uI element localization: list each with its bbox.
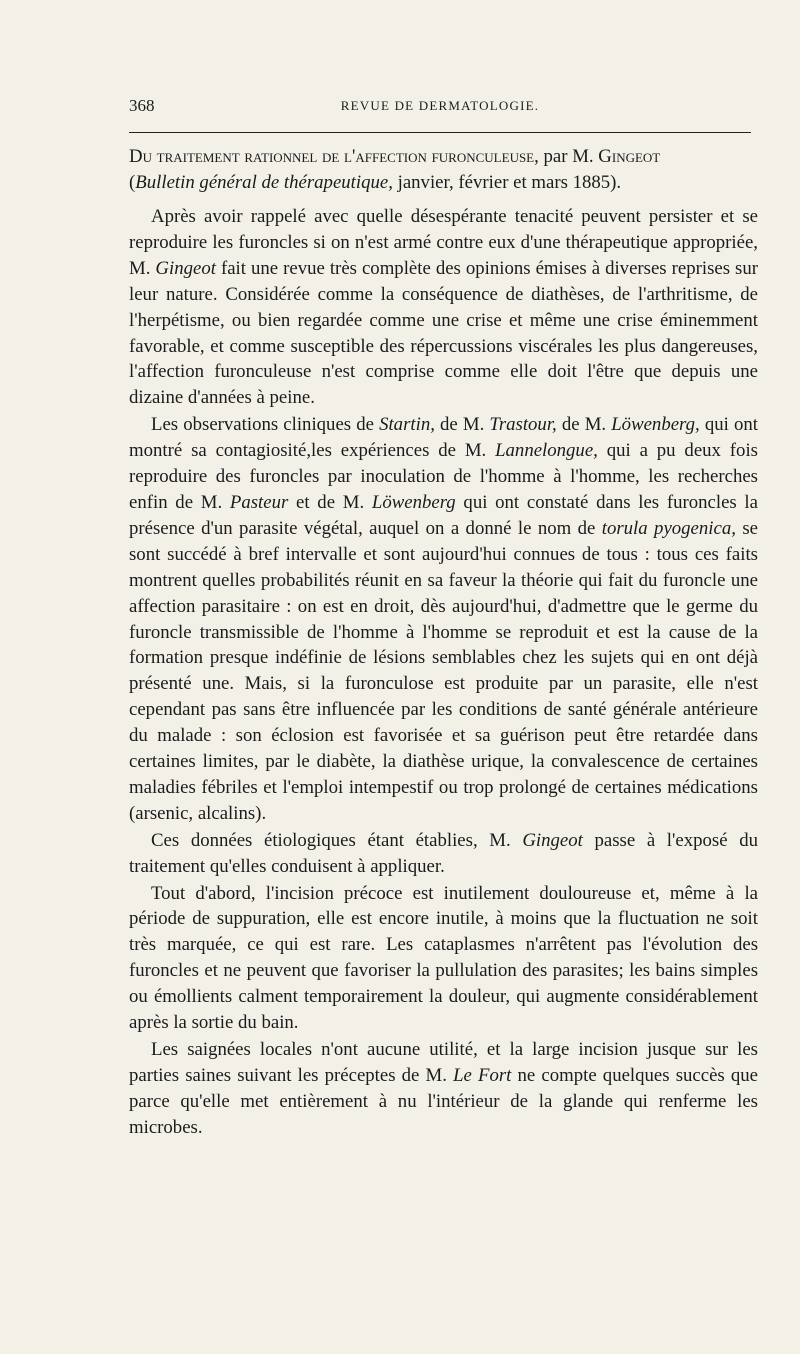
person-name: Startin,: [379, 414, 435, 436]
title-author: Gingeot: [598, 146, 661, 167]
paragraph-2: [129, 412, 758, 827]
paragraph-1: [129, 204, 758, 411]
running-head: REVUE DE DERMATOLOGIE.: [340, 98, 540, 113]
page-number: 368: [129, 96, 155, 115]
text-span: ne compte quelques succès que parce qu'elle met entièrement à nu l'intérieur de la glande qui renferme les microbes.: [129, 1064, 758, 1138]
person-name: Gingeot: [155, 257, 216, 279]
text-span: Les observations cliniques de: [151, 414, 380, 436]
text-span: qui a pu deux fois reproduire des furoncles par inoculation de l'homme à l'homme, les recherches enfin de M.: [129, 440, 758, 513]
page-header: [129, 92, 751, 120]
title-source: Bulletin général de thérapeutique,: [135, 172, 393, 193]
text-span: se sont succédé à bref intervalle et sont aujourd'hui connues de tous : tous ces faits montrent quelles probabilités réunit en sa faveur la théorie qui fait du furoncle une affection parasitaire : on est en droit, dès aujourd'hui, d'admettre que le germe du furoncle transmissible de l'homme à l'homme se reproduit et est la cause de la formation presque indéfinie de lésions semblables chez les sujets qui en ont déjà présenté une. Mais, si la furonculose est produite par un parasite, elle n'est cependant pas sans être influencée par les conditions de santé générale antérieure du malade : son éclosion est favorisée et sa guérison peut être retardée dans certaines limites, par le diabète, la diathèse urique, la convalescence de certaines maladies fébriles et l'emploi intempestif ou trop prolongé de certaines médications (arsenic, alcalins).: [129, 517, 758, 824]
article-title: [129, 144, 758, 196]
text-span: de M.: [556, 414, 612, 436]
title-lead: Du traitement rationnel de l'affection furonculeuse,: [129, 146, 539, 167]
text-span: Les saignées locales n'ont aucune utilité, et la large incision jusque sur les parties saines suivant les préceptes de M.: [129, 1039, 758, 1086]
person-name: Gingeot: [522, 829, 583, 851]
person-name: Le Fort: [453, 1064, 512, 1086]
text-span: qui ont montré sa contagiosité,les expériences de M.: [129, 414, 758, 462]
title-date: janvier, février et mars 1885).: [392, 172, 622, 193]
person-name: Trastour,: [489, 414, 557, 436]
species-name: torula pyogenica,: [601, 517, 736, 539]
text-span: Ces données étiologiques étant établies, M.: [151, 829, 523, 851]
person-name: Pasteur: [229, 491, 289, 513]
paragraph-4: Tout d'abord, l'incision précoce est inutilement douloureuse et, même à la période de suppuration, elle est encore inutile, à moins que la fluctuation ne soit très marquée, ce qui est rare. Les cataplasmes n'arrêtent pas l'évolution des furoncles et ne peuvent que favoriser la pullulation des parasites; les bains simples ou émollients calment temporairement la douleur, qui augmente considérablement après la sortie du bain.: [129, 882, 758, 1034]
paragraph-3: [129, 828, 758, 880]
paragraph-5: [129, 1037, 758, 1141]
article-body: [129, 204, 758, 1141]
text-span: fait une revue très complète des opinions émises à diverses reprises sur leur nature. Considérée comme la conséquence de diathèses, de l'arthritisme, de l'herpétisme, ou bien regardée comme une crise et même une crise éminemment favorable, et comme susceptible des répercussions viscérales les plus dangereuses, l'affection furonculeuse n'est comprise comme elle doit l'être que depuis une dizaine d'années à peine.: [129, 257, 758, 409]
title-by: par M.: [538, 146, 599, 167]
text-span: qui ont constaté dans les furoncles la présence d'un parasite végétal, auquel on a donné le nom de: [129, 491, 758, 539]
person-name: Lannelongue,: [495, 440, 598, 462]
article: [129, 144, 758, 1141]
text-span: passe à l'exposé du traitement qu'elles conduisent à appliquer.: [129, 829, 758, 877]
person-name: Löwenberg,: [611, 414, 700, 436]
title-source-open: (: [129, 172, 136, 193]
text-span: de M.: [434, 414, 490, 436]
header-rule: [129, 132, 751, 133]
text-span: Après avoir rappelé avec quelle désespérante tenacité peuvent persister et se reproduire les furoncles si on n'est armé contre eux d'une thérapeutique appropriée, M.: [129, 206, 758, 279]
person-name: Löwenberg: [371, 491, 456, 513]
text-span: et de M.: [288, 491, 372, 513]
